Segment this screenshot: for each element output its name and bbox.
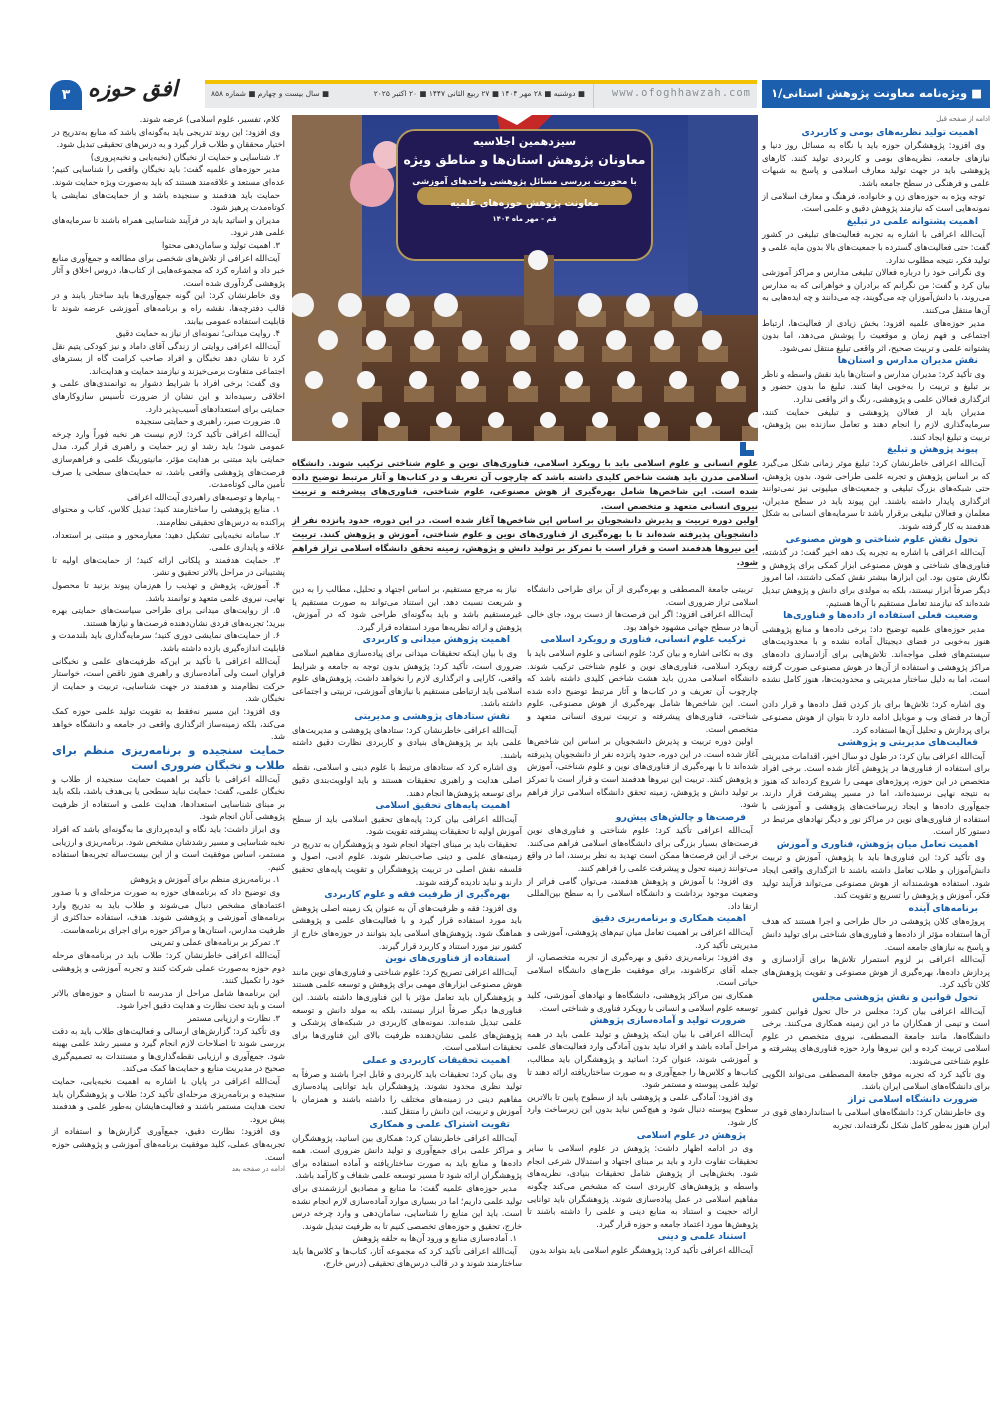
audience-turban xyxy=(558,330,578,350)
caption-paragraph: اولین دوره تربیت و پذیرش دانشجویان بر اساس این شاخص‌ها آغاز شده است. در این دوره، حدود پانزده نفر از دانشجویان پذیرفته شده‌اند تا با بهره‌گیری از فناوری‌های نوین و علوم شناختی، آموزش و پژوهش کنند. تربیت این نیروها هدفمند است و قرار است با تمرکز بر تولید دانش و پژوهش، زمینه تحقق دانشگاه اسلامی تراز فراهم شود. xyxy=(292,515,758,569)
paragraph: آیت‌الله اعرافی بر اهمیت تعامل میان تیم‌های پژوهشی، آموزشی و مدیریتی تأکید کرد. xyxy=(527,927,758,950)
subheading: نقش ستادهای پژوهشی و مدیریتی xyxy=(354,710,510,722)
subheading: پژوهش در علوم اسلامی xyxy=(636,1129,746,1141)
seat xyxy=(482,426,512,441)
paragraph: پروژه‌های کلان پژوهشی در حال طراحی و اجرا هستند که هدف آن‌ها استفاده مؤثر از داده‌ها و فناوری‌های شناختی برای تولید دانش و پاسخ به نیازهای جامعه است. xyxy=(762,916,990,952)
subheading: برنامه‌های آینده xyxy=(908,902,978,914)
subheading: استفاده از فناوری‌های نوین xyxy=(385,953,510,965)
paragraph: وی افزود: این روند تدریجی باید به‌گونه‌ای باشد که منابع به‌تدریج در اختیار محققان و طلاب قرار گیرد و به درس‌های تحقیقی تبدیل شود. xyxy=(52,126,285,150)
newspaper-logo xyxy=(50,70,202,110)
audience-turban xyxy=(488,412,504,428)
paragraph: وی ابراز داشت: باید نگاه و ایده‌پردازی ما به‌گونه‌ای باشد که افراد نخبه شناسایی و مسیر رشدشان مشخص شود. برنامه‌ریزی و ارزیابی مستمر، اساس موفقیت است و از این بیست‌ساله تجربه‌ها استفاده کنیم. xyxy=(52,824,285,872)
paragraph: مدیر حوزه‌های علمیه گفت: باید نخبگان واقعی را شناسایی کنیم؛ عده‌ای مستعد و علاقه‌مند هستند که باید به‌صورت ویژه حمایت شوند. xyxy=(51,164,285,187)
paragraph: آیت‌الله اعرافی خاطرنشان کرد: ستادهای پژوهشی و مدیریت‌های علمی باید بر پژوهش‌های بنیادی و کاربردی نظارت دقیق داشته باشند. xyxy=(292,724,522,760)
article-column-2 xyxy=(527,583,758,1256)
paragraph: تحقیقات باید بر مبنای اجتهاد انجام شود و پژوهشگران به تدریج در زمینه‌های علمی و دینی صاحب‌نظر شوند. علوم ادبی، اصول و فلسفه نقش اصلی در تربیت پژوهشگران و تقویت پایه‌های تحقیق دارند و نباید نادیده گرفته شوند. xyxy=(292,838,522,887)
subheading: تقویت اشتراک علمی و همکاری xyxy=(369,1118,510,1130)
paragraph: توجه ویژه به حوزه‌های زن و خانواده، فرهنگ و معارف اسلامی از نمونه‌هایی است که نیازمند پژوهش دقیق و علمی است. xyxy=(762,190,990,214)
paragraph: ۶. از حمایت‌های نمایشی دوری کنید؛ سرمایه‌گذاری باید بلندمدت و قابلیت اندازه‌گیری بازده داشته باشد. xyxy=(52,630,285,653)
paragraph: وی افزود: با آموزش و پژوهش هدفمند، می‌توان گامی فراتر از وضعیت موجود برداشت و دانشگاه اسلامی را به سطح بین‌المللی ارتقا داد. xyxy=(527,875,758,911)
paragraph: کلام، تفسیر، علوم اسلامی) عرضه شوند. xyxy=(139,114,280,124)
paragraph: مدیر حوزه‌های علمیه توضیح داد: برخی داده‌ها و منابع پژوهشی هنوز به‌خوبی در فضای دیجیتال آماده نشده و با محدودیت‌های سیستم‌های فعلی مواجه‌اند. تلاش‌هایی برای آزادسازی داده‌های مراکز پژوهشی و استفاده از آن‌ها در هوش مصنوعی صورت گرفته است، اما به دلیل ساختار مدیریتی و محدودیت‌ها، هنوز کامل نشده است. xyxy=(762,623,990,697)
audience-turban xyxy=(409,371,427,389)
seat xyxy=(690,426,720,441)
seat xyxy=(378,426,408,441)
logo-text: افق حوزه xyxy=(88,76,178,102)
paragraph: آیت‌الله اعرافی بیان کرد: مجلس در حال تحول قوانین کشور است و تیمی از همکاران ما در این زمینه همکاری می‌کنند. برخی دانشگاه‌ها، مانند جامعة المصطفی، نیروی متخصص در علوم اسلامی تربیت کرده و این نیروها وارد حوزه فناوری‌های پیشرفته و علوم شناختی می‌شوند. xyxy=(762,1005,990,1066)
audience-turban xyxy=(674,293,698,317)
audience-turban xyxy=(414,330,434,350)
banner-line: با محوریت بررسی مسائل پژوهشی واحدهای آموزشی xyxy=(412,177,637,187)
paragraph: ۵. از روایت‌های میدانی برای طراحی سیاست‌های حمایتی بهره ببرید؛ تجربه‌های فردی نشان‌دهنده فرصت‌ها و نیازها هستند. xyxy=(52,605,285,628)
banner-line: معاونت پژوهش حوزه‌های علمیه xyxy=(450,198,599,209)
audience-turban xyxy=(565,371,583,389)
paragraph: آیت‌الله اعرافی با اشاره به تجربه یک دهه اخیر گفت: در گذشته، فناوری‌های شناختی و هوش مصنوعی ابزار کمکی برای پژوهش و نگارش متون بود. این ابزارها بیشتر نقش کمکی داشتند، اما امروز دیگر صرفاً ابزار نیستند، بلکه به مولدی برای دانش و پژوهش تبدیل شده‌اند که نیازمند تعامل مستقیم با آن‌ها هستیم. xyxy=(762,547,990,608)
paragraph: همکاری بین مراکز پژوهشی، دانشگاه‌ها و نهادهای آموزشی، کلید توسعه علوم اسلامی و انسانی با رویکرد فناوری و شناختی است. xyxy=(527,990,758,1013)
paragraph: تربیتی جامعة المصطفی و بهره‌گیری از آن برای طراحی دانشگاه اسلامی تراز ضروری است. xyxy=(527,584,758,607)
seat xyxy=(638,426,668,441)
audience-turban xyxy=(462,330,482,350)
audience-turban xyxy=(338,293,362,317)
paragraph: حمایت باید هدفمند و سنجیده باشد و از حمایت‌های نمایشی یا کوتاه‌مدت پرهیز شود. xyxy=(52,189,285,213)
seat xyxy=(326,426,356,441)
paragraph: مدیر حوزه‌های علمیه افزود: بخش زیادی از فعالیت‌ها، ارتباط اجتماعی و فهم زمان و موقعیت را پوشش می‌دهد، اما بدون پشتوانه علمی و تربیت صحیح، اثر واقعی تبلیغ منتقل نمی‌شود. xyxy=(762,317,990,353)
paragraph: ۱. برنامه‌ریزی منظم برای آموزش و پژوهش xyxy=(130,874,280,885)
audience-turban xyxy=(386,293,410,317)
flower-decoration xyxy=(350,163,394,207)
paragraph: آیت‌الله اعرافی خاطرنشان کرد: تبلیغ موثر زمانی شکل می‌گیرد که بر اساس پژوهش و تجربه علمی طراحی شود. بدون پژوهش، حتی شبکه‌های بزرگ تبلیغی و جمعیت‌های میلیونی نیز نمی‌توانند اثرگذاری پایدار داشته باشند. این پیوند باید در سطح مدیران، معلمان و فعالان تبلیغی برقرار باشد تا سرمایه‌های انسانی به شکل هدفمند به کار گرفته شوند. xyxy=(762,458,990,531)
paragraph: وی در ادامه اظهار داشت: پژوهش در علوم اسلامی با سایر تحقیقات تفاوت دارد و باید بر مبنای اجتهاد و استدلال شرعی انجام شود. بخش‌هایی از پژوهش شامل تحقیقات بنیادی، نظریه‌های واسطه و پژوهش‌های کاربردی است که مشخص می‌کند چگونه مفاهیم اسلامی در عمل پیاده‌سازی شوند. پژوهشگران باید توانایی ارائه حجیت و استناد به منابع دینی و علمی را داشته باشند تا پژوهش‌ها مورد اعتماد جامعه و حوزه قرار گیرد. xyxy=(527,1143,758,1229)
paragraph: وی با بیان اینکه تحقیقات میدانی برای پیاده‌سازی مفاهیم اسلامی ضروری است، تأکید کرد: پژوهش بدون توجه به جامعه و شرایط واقعی، کارایی و اثرگذاری لازم را نخواهد داشت. پژوهش‌های علوم اسلامی باید ارتباطی مستقیم با نیازهای آموزشی، تربیتی و اجتماعی داشته باشد. xyxy=(292,647,522,709)
paragraph: آیت‌الله اعرافی روایتی از زندگی آقای داماد و نیز کودکی یتیم نقل کرد تا نشان دهد نخبگان و افراد صاحب کرامت گاه از بسترهای اجتماعی متفاوت برمی‌خیزند و نیازمند حمایت و هدایت‌اند. xyxy=(52,340,285,376)
header-bar xyxy=(205,80,757,108)
subheading: حمایت سنجیده و برنامه‌ریزی منظم برای طلاب و نخبگان ضروری است xyxy=(52,743,285,772)
paragraph: آیت‌الله اعرافی تأکید کرد: علوم شناختی و فناوری‌های نوین فرصت‌های بسیار بزرگی برای دانشگاه‌های اسلامی فراهم می‌کنند. برخی از این فرصت‌ها ممکن است تهدید به نظر برسند، اما در واقع می‌توانند زمینه تحول و پیشرفت علمی را فراهم کنند. xyxy=(527,825,758,874)
audience-turban xyxy=(357,371,375,389)
paragraph: وی اشاره کرد که ستادهای مرتبط با علوم دینی و اسلامی، نقطه اصلی هدایت و راهبری تحقیقات هستند و باید اولویت‌بندی دقیق برای توسعه پژوهش‌ها انجام دهند. xyxy=(292,762,522,798)
paragraph: آیت‌الله اعرافی تأکید کرد که مجموعه آثار، کتاب‌ها و کلاس‌ها باید ساختارمند شوند و در قالب درس‌های تحقیقی (درس خارج، xyxy=(292,1245,522,1269)
subheading: تحول قوانین و نقش پژوهشی مجلس xyxy=(812,991,978,1003)
photo-caption xyxy=(292,457,758,571)
paragraph: وی تأکید کرد: این فناوری‌ها باید با پژوهش، آموزش و تربیت دانش‌آموزان و طلاب تعامل داشته باشند تا اثرگذاری واقعی ایجاد شود. استفاده هوشمندانه از هوش مصنوعی می‌تواند فرآیند تولید فکر، آموزش و پژوهش را تسریع و تقویت کند. xyxy=(762,852,990,901)
paragraph: وی خاطرنشان کرد: این گونه جمع‌آوری‌ها باید ساختار یابند و در قالب دفترچه‌ها، نقشه راه و برنامه‌های آموزشی عرضه شوند تا قابلیت استفاده عمومی بیابند. xyxy=(52,290,285,326)
continuation-note: ادامه از صفحه قبل xyxy=(936,115,990,123)
paragraph: آیت‌الله اعرافی در پایان با اشاره به اهمیت نخبه‌یابی، حمایت سنجیده و برنامه‌ریزی مرحله‌ای تأکید کرد: طلاب و پژوهشگران باید تحت هدایت مستمر باشند و فعالیت‌هایشان به‌طور علمی و هدفمند پیش برود. xyxy=(52,1075,285,1124)
subheading: تحول نقش علوم شناختی و هوش مصنوعی xyxy=(785,533,978,545)
paragraph: آیت‌الله اعرافی با اشاره به تجربه فعالیت‌های تبلیغی در کشور گفت: حتی فعالیت‌های گسترده با جمعیت‌های بالا بدون مایه علمی و تولید فکر، نتیجه مطلوب ندارد. xyxy=(761,229,990,265)
paragraph: نیاز به مرجع مستقیم، بر اساس اجتهاد و تحلیل، مطالب را به دین و شریعت نسبت دهد. این استناد می‌تواند به صورت مستقیم یا غیرمستقیم باشد و باید به‌گونه‌ای طراحی شود که در آموزش، پژوهش و ارائه نظریه‌ها مورد استفاده قرار گیرد. xyxy=(292,584,522,632)
paragraph: ۳. نظارت و ارزیابی مستمر xyxy=(187,1012,280,1023)
paragraph: - پیام‌ها و توصیه‌های راهبردی آیت‌الله اعرافی xyxy=(126,491,280,502)
audience-turban xyxy=(318,330,338,350)
paragraph: وی افزود: نظارت دقیق، جمع‌آوری گزارش‌ها و استفاده از تجربه‌های عملی، کلید موفقیت برنامه‌های آموزشی و پژوهشی حوزه است. xyxy=(52,1126,285,1162)
paragraph: ۲. شناسایی و حمایت از نخبگان (نخبه‌یابی و نخبه‌پروری) xyxy=(90,151,280,162)
caption-paragraph: علوم انسانی و علوم اسلامی باید با رویکرد اسلامی، فناوری‌های نوین و علوم شناختی ترکیب شوند. دانشگاه اسلامی مدرن باید هشت شاخص کلیدی داشته باشد که چارچوب آن تعریف و در کتاب‌ها و آثار مرتبط توضیح داده شده است. این شاخص‌ها شامل بهره‌گیری از هوش مصنوعی، علوم شناختی، فناوری‌های پیشرفته و تربیت نیروی انسانی متعهد و متخصص است. xyxy=(292,459,758,512)
caption-marker xyxy=(740,442,754,456)
paragraph: وی تأکید کرد که تجربه موفق جامعة المصطفی می‌تواند الگویی برای دانشگاه‌های اسلامی ایران باشد. xyxy=(762,1068,990,1092)
subheading: اهمیت پشتوانه علمی در تبلیغ xyxy=(846,215,978,227)
paragraph: آیت‌الله اعرافی بر لزوم استمرار تلاش‌ها برای آزادسازی و پردازش داده‌ها، بهره‌گیری از هوش مصنوعی و تقویت پژوهش‌های کلان تأکید کرد. xyxy=(762,954,990,990)
page-number: ۳ xyxy=(50,80,82,110)
wall-panel-right xyxy=(688,115,758,315)
paragraph: آیت‌الله اعرافی با تأکید بر اهمیت حمایت سنجیده از طلاب و نخبگان علمی، گفت: حمایت نباید سطحی یا بی‌هدف باشد، بلکه باید بر مبنای شناسایی استعدادها، هدایت علمی و استفاده از ظرفیت پژوهشی آنان انجام شود. xyxy=(52,773,285,822)
subheading: اهمیت تعامل میان پژوهش، فناوری و آموزش xyxy=(776,838,978,850)
seat xyxy=(742,426,758,441)
audience-turban xyxy=(578,293,602,317)
audience-turban xyxy=(461,371,479,389)
issue-number: ■ سال بیست و چهارم ■ شماره ۸۵۸ xyxy=(211,89,330,98)
audience-turban xyxy=(332,412,348,428)
paragraph: وی تأکید کرد: مدیران مدارس و استان‌ها باید نقش واسطه و ناظر بر تبلیغ و تربیت را به‌خوبی ایفا کنند. تبلیغ ما بدون حضور و اثرگذاری فعالان علمی و پژوهشی، رنگ و اثر واقعی ندارد. xyxy=(762,368,990,405)
audience-turban xyxy=(654,330,674,350)
paragraph: وی اشاره کرد: تلاش‌ها برای باز کردن قفل داده‌ها و قرار دادن آن‌ها در فضای وب و موبایل ادامه دارد تا بتوان از هوش مصنوعی برای پردازش و تحلیل آن‌ها استفاده کرد. xyxy=(762,699,990,735)
audience-turban xyxy=(434,293,458,317)
paragraph: آیت‌الله اعرافی بیان کرد: پایه‌های تحقیق اسلامی باید از سطح آموزش اولیه تا تحقیقات پیشرفته تقویت شود. xyxy=(292,813,522,837)
audience-turban xyxy=(513,371,531,389)
seat xyxy=(534,426,564,441)
paragraph: وی افزود: فقه و ظرفیت‌های آن به عنوان یک زمینه اصلی پژوهش باید مورد استفاده قرار گیرد و با فعالیت‌های علمی و پژوهشی هماهنگ شود. پژوهش‌های اسلامی باید بتوانند در حوزه‌های خارج از کشور نیز مورد استناد و کاربرد قرار گیرند. xyxy=(292,902,522,951)
audience-turban xyxy=(592,412,608,428)
paragraph: مدیران باید از فعالان پژوهشی و تبلیغی حمایت کنند، سرمایه‌گذاری لازم را انجام دهند و تعامل سازنده بین پژوهش، تربیت و تبلیغ ایجاد کنند. xyxy=(762,406,990,442)
paragraph: آیت‌الله اعرافی تصریح کرد: علوم شناختی و فناوری‌های نوین مانند هوش مصنوعی ابزارهای مهمی برای پژوهش و توسعه علمی هستند و پژوهشگران باید تعامل مؤثر با این فناوری‌ها داشته باشند. این فناوری‌ها دیگر صرفاً ابزار نیستند، بلکه به مولد دانش و توسعه علمی تبدیل شده‌اند. نمونه‌های کاربردی در شبکه‌های پزشکی و پژوهش‌های علمی نشان‌دهنده ظرفیت بالای این فناوری‌ها برای تحقیقات اسلامی است. xyxy=(292,966,522,1053)
article-column-1 xyxy=(762,113,990,1132)
speaker-turban xyxy=(528,250,548,270)
paragraph: وی خاطرنشان کرد: دانشگاه‌های اسلامی با استانداردهای قوی در ایران هنوز به‌طور کامل شکل نگرفته‌اند. تجربه xyxy=(762,1107,990,1130)
subheading: اهمیت تحقیقات کاربردی و عملی xyxy=(362,1054,510,1066)
audience-turban xyxy=(606,330,626,350)
subheading: فعالیت‌های مدیریتی و پژوهشی xyxy=(837,737,978,749)
banner-line: قم - مهر ماه ۱۴۰۴ xyxy=(492,215,557,223)
continuation-note: ادامه در صفحه بعد xyxy=(231,1165,285,1174)
paragraph: ۲. تمرکز بر برنامه‌های عملی و تمرینی xyxy=(150,937,280,948)
subheading: فرصت‌ها و چالش‌های پیش‌رو xyxy=(615,811,746,823)
article-column-3 xyxy=(292,583,522,1270)
subheading: ضرورت تولید و آماده‌سازی پژوهش xyxy=(589,1015,746,1027)
issue-date: ■ دوشنبه ■ ۲۸ مهر ۱۴۰۴ ■ ۲۷ ربیع الثانی ۱۴۴۷ ■ ۲۰ اکتبر ۲۰۲۵ xyxy=(373,89,585,98)
paragraph: ۱. آماده‌سازی منابع و ورود آن‌ها به حلقه پژوهش xyxy=(352,1233,517,1244)
audience-turban xyxy=(721,371,739,389)
audience-turban xyxy=(510,330,530,350)
article-column-4 xyxy=(52,113,285,1176)
paragraph: ۱. منابع پژوهشی را ساختارمند کنید: تبدیل کلاس، کتاب و محتوای پراکنده به درس‌های تحقیقی نظام‌مند. xyxy=(52,504,285,527)
audience-turban xyxy=(644,412,660,428)
divider xyxy=(593,84,594,108)
paragraph: وی افزود: این مسیر نه‌فقط به تقویت تولید علمی حوزه کمک می‌کند، بلکه زمینه‌ساز اثرگذاری واقعی در جامعه و دانشگاه خواهد شد. xyxy=(52,705,285,742)
paragraph: آیت‌الله اعرافی خاطرنشان کرد: همکاری بین اساتید، پژوهشگران و مراکز علمی برای جمع‌آوری و تولید دانش ضروری است. همه داده‌ها و منابع باید به صورت ساختاریافته و آماده استفاده برای پژوهشگران ارائه شود تا مسیر توسعه علمی شفاف و کارآمد باشد. xyxy=(292,1132,522,1181)
paragraph: ۴. آموزش، پژوهش و تهذیب را هم‌زمان پیوند بزنید تا محصول نهایی، نیروی علمی متعهد و توانمند باشد. xyxy=(52,579,285,603)
subheading: بهره‌گیری از ظرفیت فقه و علوم کاربردی xyxy=(324,889,510,901)
audience-turban xyxy=(540,412,556,428)
paragraph: ۳. اهمیت تولید و سامان‌دهی محتوا xyxy=(162,239,280,250)
paragraph: وی توضیح داد که برنامه‌های حوزه به صورت مرحله‌ای و با صدور اعتمادهای مشخص دنبال می‌شوند و طلاب باید به تدریج وارد برنامه‌های آموزشی و پژوهشی شوند. هدف، استفاده حداکثری از ظرفیت مدارس، استان‌ها و مراکز حوزه برای اجرای برنامه‌هاست. xyxy=(52,887,285,935)
paragraph: آیت‌الله اعرافی افزود: اگر این فرصت‌ها از دست برود، جای خالی آن‌ها در سطح جهانی مشهود خواهد بود. xyxy=(527,609,758,632)
seat xyxy=(430,426,460,441)
paragraph: وی به نکاتی اشاره و بیان کرد: علوم انسانی و علوم اسلامی باید با رویکرد اسلامی، فناوری‌های نوین و علوم شناختی ترکیب شوند. دانشگاه اسلامی مدرن باید هشت شاخص کلیدی داشته باشد که چارچوب آن تعریف و در کتاب‌ها و آثار مرتبط توضیح داده شده است. این شاخص‌ها شامل بهره‌گیری از هوش مصنوعی، علوم شناختی، فناوری‌های پیشرفته و تربیت نیروی انسانی متعهد و متخصص است. xyxy=(527,647,758,734)
paragraph: مدیر حوزه‌های علمیه گفت: ما منابع و مصادیق ارزشمندی برای تولید علمی داریم؛ اما در بسیاری موارد آماده‌سازی لازم انجام نشده است. باید این منابع را شناسایی، سامان‌دهی و وارد چرخه درس خارج، تحقیق و حوزه‌های تخصصی کنیم تا به ظرفیت تبدیل شوند. xyxy=(292,1182,522,1231)
paragraph: آیت‌الله اعرافی از تلاش‌های شخصی برای مطالعه و جمع‌آوری منابع خبر داد و اشاره کرد که مجموعه‌هایی از کتاب‌ها، دروس اخلاق و آثار پژوهشی گردآوری شده است. xyxy=(52,252,285,288)
paragraph: وی افزود: برنامه‌ریزی دقیق و بهره‌گیری از تجربه متخصصان، از جمله آقای ترکاشوند، برای موفقیت طرح‌های دانشگاه اسلامی حیاتی است. xyxy=(527,952,758,988)
paragraph: آیت‌الله اعرافی با تأکید بر این‌که ظرفیت‌های علمی و نخبگانی فراوان است ولی آماده‌سازی و راهبری هنوز ناقص است، خواستار حرکت نظام‌مند و هدفمند در جهت شناسایی، تربیت و حمایت از نخبگان شد. xyxy=(52,655,285,704)
seat xyxy=(586,426,616,441)
paragraph: ۴. روایت میدانی؛ نمونه‌ای از نیاز به حمایت دقیق xyxy=(115,328,280,339)
event-photo xyxy=(292,115,758,441)
paragraph: ۵. ضرورت صبر، راهبری و حمایتی سنجیده xyxy=(135,416,280,427)
paragraph: آیت‌الله اعرافی خاطرنشان کرد: طلاب باید در برنامه‌های مرحله دوم حوزه به‌صورت عملی شرکت کنند و تجربه آموزشی و پژوهشی خود را تکمیل کنند. xyxy=(52,950,285,986)
paragraph: آیت‌الله اعرافی تأکید کرد: پژوهشگر علوم اسلامی باید بتواند بدون xyxy=(529,1244,753,1255)
subheading: ضرورت دانشگاه اسلامی تراز xyxy=(848,1093,978,1105)
subheading: وضعیت فعلی استفاده از داده‌ها و فناوری‌ها xyxy=(783,610,978,622)
audience-turban xyxy=(305,371,323,389)
banner-line: سیزدهمین اجلاسیه xyxy=(472,135,577,148)
paragraph: وی نگرانی خود را درباره فعالان تبلیغی مدارس و مراکز آموزشی بیان کرد و گفت: من نگرانم که برادران و خواهرانی که به مدارس می‌روند، با دانش‌آموزان چه می‌گویند، چه می‌دانند و چه ایده‌هایی به آن‌ها منتقل می‌کنند. xyxy=(762,267,990,315)
audience-turban xyxy=(384,412,400,428)
paragraph: اولین دوره تربیت و پذیرش دانشجویان بر اساس این شاخص‌ها آغاز شده است. در این دوره، حدود پانزده نفر از دانشجویان پذیرفته شده‌اند تا با بهره‌گیری از فناوری‌های نوین و علوم شناختی، آموزش و پژوهش کنند. تربیت این نیروها هدفمند است و قرار است با تمرکز بر تولید دانش و پژوهش، زمینه تحقق دانشگاه اسلامی تراز فراهم شود. xyxy=(527,736,758,810)
subheading: اهمیت تولید نظریه‌های بومی و کاربردی xyxy=(801,126,978,138)
audience-turban xyxy=(696,412,712,428)
subheading: استناد علمی و دینی xyxy=(657,1231,746,1243)
paragraph: آیت‌الله اعرافی با بیان اینکه پژوهش و تولید علمی باید در همه مراحل آماده باشد و افراد نباید بدون آمادگی وارد فعالیت‌های علمی و آموزشی شوند، عنوان کرد: اساتید و پژوهشگران باید مطالب، کتاب‌ها و کلاس‌ها را جمع‌آوری و به صورت ساختاریافته ارائه دهند تا تولید علمی پیوسته و مستمر شود. xyxy=(527,1028,758,1090)
paragraph: ۲. سامانه نخبه‌یابی تشکیل دهید: معیارمحور و مبتنی بر استعداد، علاقه و پایداری علمی. xyxy=(52,529,285,553)
paragraph: وی تأکید کرد: گزارش‌های ارسالی و فعالیت‌های طلاب باید به دقت بررسی شوند تا اصلاحات لازم انجام گیرد و مسیر رشد علمی بهینه شود. جمع‌آوری و ارزیابی نقطه‌گذاری‌ها و مستندات به تصمیم‌گیری صحیح در مدیریت منابع و حمایت‌ها کمک می‌کند. xyxy=(52,1025,285,1074)
paragraph: وی گفت: برخی افراد با شرایط دشوار به توانمندی‌های علمی و اخلاقی رسیده‌اند و این نشان از ضرورت تأسیس سازوکارهای حمایتی برای استعدادهای آسیب‌پذیر دارد. xyxy=(52,378,285,414)
paragraph: مدیران و اساتید باید در فرآیند شناسایی همراه باشند تا سرمایه‌های علمی هدر نرود. xyxy=(52,214,285,238)
audience-turban xyxy=(702,330,722,350)
banner-line: معاونان پژوهش استان‌ها و مناطق ویژه xyxy=(403,152,646,167)
audience-turban xyxy=(436,412,452,428)
paragraph: وی افزود: آمادگی علمی و پژوهشی باید از سطوح پایین تا بالاترین سطوح پیوسته دنبال شود و هیچ‌کس نباید بدون این زیرساخت وارد کار شود. xyxy=(527,1091,758,1127)
paragraph: آیت‌الله اعرافی تأکید کرد: لازم نیست هر نخبه فوراً وارد چرخه عمومی شود؛ باید رشد او زیر حمایت و راهبری قرار گیرد. مدل حمایتی باید مبتنی بر هدایت مؤثر، مانیتورینگ علمی و فراهم‌سازی فرصت‌های پژوهشی واقعی باشد، نه حمایت‌های سطحی یا صرف تأمین مالی کوتاه‌مدت. xyxy=(52,428,285,490)
paragraph: این برنامه‌ها شامل مراحل از مدرسه تا استان و حوزه‌های بالاتر است و باید تحت نظارت و هدایت دقیق اجرا شود. xyxy=(52,987,285,1011)
paragraph: آیت‌الله اعرافی بیان کرد: در طول دو سال اخیر، اقدامات مدیریتی برای استفاده از فناوری‌ها در پژوهش آغاز شده است. برخی افراد متخصص در این حوزه، پروژه‌های مهمی را شروع کرده‌اند که هنوز به نتیجه نهایی نرسیده‌اند، اما در مسیر پیشرفت قرار دارند. جمع‌آوری داده‌ها و ایجاد زیرساخت‌های پژوهشی و آموزشی با استفاده از فناوری‌های نوین در مراکز نور و دیگر نهادهای مرتبط در دستور کار است. xyxy=(762,750,990,837)
section-title: ■ ویژه‌نامه معاونت پژوهش استانی/۱ xyxy=(762,80,990,108)
paragraph: ۳. حمایت هدفمند و پلکانی ارائه کنید؛ از حمایت‌های اولیه تا پشتیبانی در مراحل بالاتر تحقیق و نشر. xyxy=(52,554,285,578)
audience-turban xyxy=(366,330,386,350)
subheading: اهمیت پژوهش میدانی و کاربردی xyxy=(362,634,510,646)
subheading: اهمیت پایه‌های تحقیق اسلامی xyxy=(375,800,510,812)
paragraph: وی بیان کرد: تحقیقات باید کاربردی و قابل اجرا باشند و صرفاً به تولید نظری محدود نشوند. پژوهشگران باید توانایی پیاده‌سازی مفاهیم دینی در زمینه‌های مختلف را داشته باشند و همزمان با آموزش و تربیت، این دانش را منتقل کنند. xyxy=(292,1068,522,1117)
subheading: نقش مدیران مدارس و استان‌ها xyxy=(837,355,978,367)
subheading: پیوند پژوهش و تبلیغ xyxy=(886,444,978,456)
audience-turban xyxy=(617,371,635,389)
subheading: ترکیب علوم انسانی، فناوری و رویکرد اسلامی xyxy=(540,634,746,646)
audience-turban xyxy=(626,293,650,317)
website-url[interactable]: www.ofoghhawzah.com xyxy=(611,87,751,99)
paragraph: وی افزود: پژوهشگران حوزه باید با نگاه به مسائل روز دنیا و نیازهای جامعه، نظریه‌های بومی و کاربردی تولید کنند. کارهای پژوهشی باید در جهت تولید معارف اسلامی و پاسخ به شبهات علمی و فرهنگی در سطح جامعه باشد. xyxy=(762,140,990,188)
audience-turban xyxy=(669,371,687,389)
subheading: اهمیت همکاری و برنامه‌ریزی دقیق xyxy=(591,913,746,925)
